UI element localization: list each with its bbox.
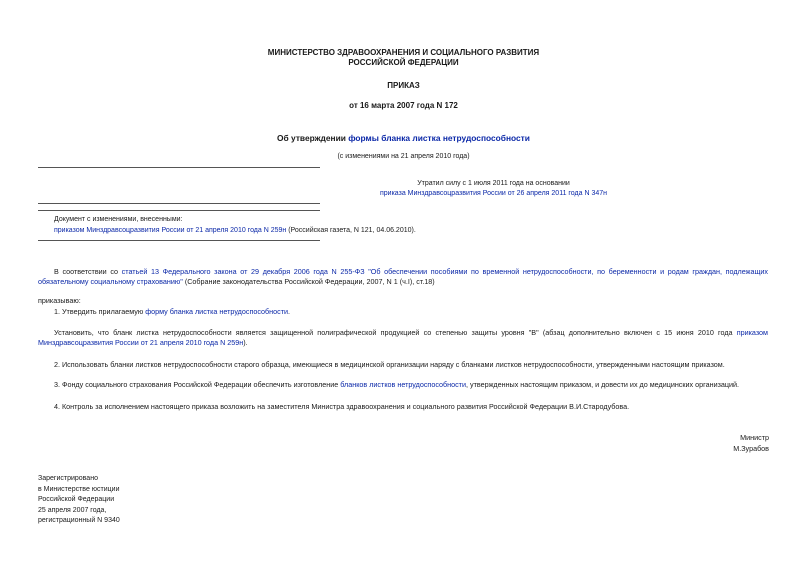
amending-order-link[interactable]: приказом Минздравсоцразвития России от 21 апреля 2010 года N 259н xyxy=(38,328,768,347)
item-1 xyxy=(38,307,768,317)
preamble-prefix: В соответствии со xyxy=(54,267,122,276)
divider xyxy=(38,203,320,204)
amendment-note: (с изменениями на 21 апреля 2010 года) xyxy=(337,153,470,160)
ministry-name-line2: РОССИЙСКОЙ ФЕДЕРАЦИИ xyxy=(348,58,459,67)
repeal-note: Утратил силу с 1 июля 2011 года на основании xyxy=(417,180,570,187)
item-1-prefix: 1. Утвердить прилагаемую xyxy=(54,307,146,316)
federal-law-link[interactable]: статьей 13 Федерального закона от 29 декабря 2006 года N 255-ФЗ "Об обеспечении пособиями по временной нетрудоспособности, по беременности и родам граждан, подлежащих обязательному социальному страхованию" xyxy=(38,267,768,286)
changes-line xyxy=(54,227,416,234)
registration-line-1: Зарегистрировано xyxy=(38,475,98,482)
divider xyxy=(38,210,320,211)
document-title xyxy=(0,133,807,143)
form-link[interactable]: форму бланка листка нетрудоспособности xyxy=(145,307,289,316)
item-3 xyxy=(38,380,768,390)
order-word: приказываю: xyxy=(38,296,81,305)
registration-block xyxy=(38,474,120,527)
repeal-link-line xyxy=(90,190,807,197)
changes-label: Документ с изменениями, внесенными: xyxy=(54,216,183,223)
divider xyxy=(38,167,320,168)
signature-name: М.Зурабов xyxy=(733,444,769,453)
repeal-order-link[interactable]: приказа Минздравсоцразвития России от 26 апреля 2011 года N 347н xyxy=(379,190,608,197)
preamble-source: (Собрание законодательства Российской Федерации, 2007, N 1 (ч.I), ст.18) xyxy=(182,276,435,286)
changes-source: (Российская газета, N 121, 04.06.2010). xyxy=(286,227,416,234)
item-1-tail: . xyxy=(288,307,291,316)
item-1-protection-text: Установить, что бланк листка нетрудоспособности является защищенной полиграфической продукцией со степенью защиты уровня "В" (абзац дополнительно включен с 15 июня 2010 года xyxy=(54,328,737,337)
signature-title: Министр xyxy=(740,433,769,442)
document-type: ПРИКАЗ xyxy=(387,81,420,90)
title-form-link[interactable]: формы бланка листка нетрудоспособности xyxy=(348,133,530,143)
registration-line-3: Российской Федерации xyxy=(38,496,115,504)
title-prefix: Об утверждении xyxy=(277,133,349,143)
registration-line-4: 25 апреля 2007 года, xyxy=(38,506,107,514)
signature-block xyxy=(733,432,769,454)
item-2: 2. Использовать бланки листков нетрудоспособности старого образца, имеющиеся в медицинской организации наряду с бланками листков нетрудоспособности, утвержденными настоящим приказом. xyxy=(54,360,725,369)
ministry-name-line1: МИНИСТЕРСТВО ЗДРАВООХРАНЕНИЯ И СОЦИАЛЬНОГО РАЗВИТИЯ xyxy=(267,48,540,57)
preamble-paragraph xyxy=(38,267,768,286)
item-3-tail: , утвержденных настоящим приказом, и довести их до медицинских организаций. xyxy=(465,380,740,389)
item-3-prefix: 3. Фонду социального страхования Российской Федерации обеспечить изготовление xyxy=(54,380,341,389)
document-date-number: от 16 марта 2007 года N 172 xyxy=(349,101,458,110)
item-1-protection-tail: ). xyxy=(243,337,248,347)
registration-line-5: регистрационный N 9340 xyxy=(38,517,120,525)
item-1-protection xyxy=(38,328,768,347)
blanks-link[interactable]: бланков листков нетрудоспособности xyxy=(340,380,466,389)
registration-line-2: в Министерстве юстиции xyxy=(38,485,120,493)
changes-order-link[interactable]: приказом Минздравсоцразвития России от 21 апреля 2010 года N 259н xyxy=(54,227,287,234)
divider xyxy=(38,240,320,241)
item-4: 4. Контроль за исполнением настоящего приказа возложить на заместителя Министра здравоохранения и социального развития Российской Федерации В.И.Стародубова. xyxy=(54,402,630,411)
